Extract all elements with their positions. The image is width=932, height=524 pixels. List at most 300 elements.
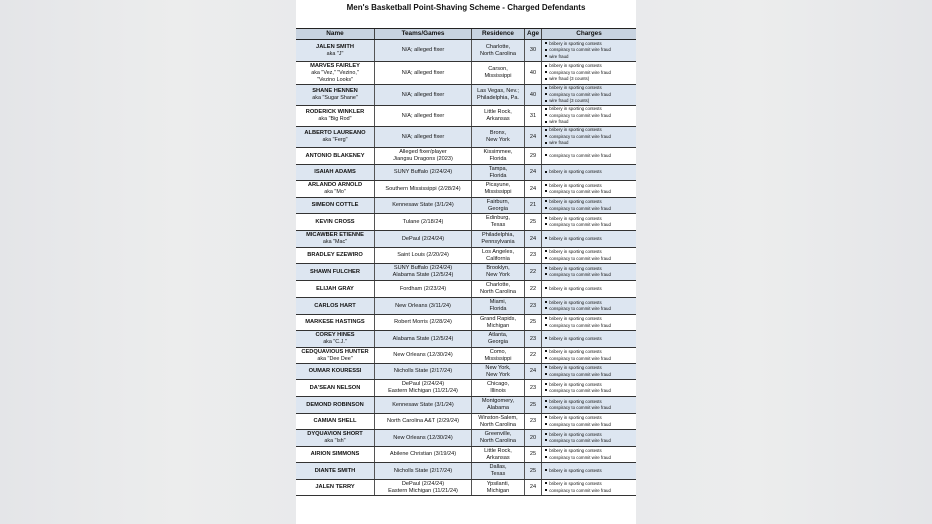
name-cell bbox=[296, 181, 375, 197]
table-row bbox=[296, 264, 636, 281]
defendant-age: 24 bbox=[529, 368, 537, 374]
defendant-name: OUMAR KOURESSI bbox=[308, 368, 362, 374]
residence-cell bbox=[472, 264, 525, 280]
residence-line: Picayune, bbox=[485, 182, 511, 188]
header-name: Name bbox=[296, 29, 375, 39]
charge-item: bribery in sporting contests bbox=[545, 365, 602, 372]
team-game: Abilene Christian (3/19/24) bbox=[389, 451, 457, 457]
age-cell bbox=[525, 447, 542, 462]
name-cell bbox=[296, 447, 375, 462]
defendant-name: ALBERTO LAUREANO bbox=[304, 130, 366, 136]
residence-line: Florida bbox=[489, 156, 507, 162]
age-cell bbox=[525, 463, 542, 479]
defendant-age: 31 bbox=[529, 112, 537, 119]
residence-line: Florida bbox=[489, 172, 507, 179]
residence-line: New York bbox=[486, 371, 510, 378]
defendant-alias: aka "Dee Dee" bbox=[317, 355, 353, 362]
teams-cell bbox=[375, 348, 472, 363]
table-row bbox=[296, 331, 636, 348]
residence-line: New York bbox=[486, 272, 510, 278]
charges-cell bbox=[542, 198, 636, 213]
residence-cell bbox=[472, 127, 525, 147]
team-game: Saint Louis (2/20/24) bbox=[397, 252, 449, 258]
teams-cell bbox=[375, 281, 472, 297]
table-row bbox=[296, 40, 636, 62]
residence-line: Texas bbox=[490, 471, 506, 477]
age-cell bbox=[525, 397, 542, 413]
blurred-background-left bbox=[0, 0, 296, 524]
teams-cell bbox=[375, 165, 472, 180]
age-cell bbox=[525, 348, 542, 363]
defendant-alias: aka "Ish" bbox=[324, 438, 346, 444]
residence-line: Georgia bbox=[488, 339, 508, 345]
table-row bbox=[296, 298, 636, 315]
table-row bbox=[296, 165, 636, 181]
charges-cell bbox=[542, 231, 636, 247]
team-game: Alabama State (12/5/24) bbox=[392, 272, 454, 278]
header-charges: Charges bbox=[576, 30, 602, 37]
age-cell bbox=[525, 181, 542, 197]
residence-line: North Carolina bbox=[479, 438, 517, 444]
name-cell bbox=[296, 348, 375, 363]
defendant-name: CARLOS HART bbox=[314, 302, 356, 309]
residence-line: Greenville, bbox=[484, 431, 512, 437]
charge-item: wire fraud bbox=[545, 119, 568, 126]
teams-cell bbox=[375, 463, 472, 479]
charges-cell bbox=[542, 348, 636, 363]
age-cell bbox=[525, 62, 542, 84]
charge-item: bribery in sporting contests bbox=[545, 432, 602, 439]
defendant-age: 30 bbox=[529, 47, 537, 53]
defendant-name: BRADLEY EZEWIRO bbox=[307, 252, 363, 258]
table-body bbox=[296, 40, 636, 496]
defendant-age: 29 bbox=[529, 152, 537, 159]
charge-item: bribery in sporting contests bbox=[545, 336, 602, 343]
residence-line: Georgia bbox=[488, 205, 508, 212]
table-row bbox=[296, 127, 636, 148]
name-cell bbox=[296, 198, 375, 213]
name-cell bbox=[296, 85, 375, 105]
residence-cell bbox=[472, 331, 525, 347]
residence-line: Miami, bbox=[489, 299, 507, 305]
defendant-name: MARVES FAIRLEY bbox=[310, 62, 360, 69]
charge-item: bribery in sporting contests bbox=[545, 127, 602, 134]
age-cell bbox=[525, 281, 542, 297]
defendant-name: MICAWBER ETIENNE bbox=[306, 232, 364, 238]
charge-item: bribery in sporting contests bbox=[545, 349, 602, 356]
residence-line: Grand Rapids, bbox=[479, 315, 517, 322]
team-game: N/A; alleged fixer bbox=[401, 112, 445, 119]
team-game: DePaul (2/24/24) bbox=[401, 235, 445, 242]
name-cell bbox=[296, 315, 375, 330]
table-row bbox=[296, 463, 636, 480]
name-cell bbox=[296, 298, 375, 314]
residence-cell bbox=[472, 181, 525, 197]
defendant-age: 21 bbox=[529, 202, 537, 208]
charge-item: conspiracy to commit wire fraud bbox=[545, 134, 611, 141]
table-row bbox=[296, 85, 636, 106]
table-row bbox=[296, 214, 636, 231]
name-cell bbox=[296, 231, 375, 247]
residence-line: Charlotte, bbox=[485, 43, 511, 50]
name-cell bbox=[296, 264, 375, 280]
defendant-age: 22 bbox=[529, 285, 537, 292]
defendant-name: DYQUAVION SHORT bbox=[307, 431, 363, 437]
residence-cell bbox=[472, 315, 525, 330]
age-cell bbox=[525, 231, 542, 247]
table-row bbox=[296, 364, 636, 380]
defendant-name: ANTONIO BLAKENEY bbox=[305, 152, 365, 159]
residence-cell bbox=[472, 248, 525, 263]
defendant-age: 24 bbox=[529, 185, 537, 192]
age-cell bbox=[525, 214, 542, 230]
residence-line: Como, bbox=[489, 348, 507, 355]
residence-line: Mississippi bbox=[484, 355, 512, 362]
residence-cell bbox=[472, 414, 525, 429]
table-row bbox=[296, 62, 636, 85]
defendant-name: SHAWN FULCHER bbox=[310, 268, 360, 275]
residence-line: Dallas, bbox=[489, 464, 507, 470]
defendant-age: 24 bbox=[529, 235, 537, 242]
charge-item: bribery in sporting contests bbox=[545, 286, 602, 293]
charge-item: conspiracy to commit wire fraud bbox=[545, 405, 611, 412]
table-row bbox=[296, 198, 636, 214]
residence-line: Los Angeles, bbox=[481, 248, 515, 255]
teams-cell bbox=[375, 181, 472, 197]
residence-cell bbox=[472, 348, 525, 363]
charge-item: bribery in sporting contests bbox=[545, 415, 602, 422]
team-game: Eastern Michigan (11/21/24) bbox=[388, 388, 458, 394]
defendant-age: 20 bbox=[529, 434, 537, 441]
defendant-name: COREY HINES bbox=[315, 332, 355, 338]
team-game: New Orleans (12/30/24) bbox=[393, 352, 453, 358]
name-cell bbox=[296, 106, 375, 126]
defendant-name: AIRION SIMMONS bbox=[310, 451, 360, 457]
residence-line: Alabama bbox=[486, 405, 510, 411]
name-cell bbox=[296, 281, 375, 297]
team-game: N/A; alleged fixer bbox=[401, 91, 445, 98]
residence-line: Ypsilanti, bbox=[486, 480, 510, 487]
blurred-background-right bbox=[636, 0, 932, 524]
defendant-name: ARLANDO ARNOLD bbox=[307, 182, 363, 188]
charges-cell bbox=[542, 364, 636, 379]
charges-cell bbox=[542, 463, 636, 479]
residence-line: North Carolina bbox=[479, 289, 517, 295]
residence-line: Edinburg, bbox=[486, 215, 510, 221]
defendant-name: CAMIAN SHELL bbox=[313, 418, 357, 424]
residence-line: Michigan bbox=[486, 322, 510, 329]
team-game: N/A; alleged fixer bbox=[401, 47, 445, 53]
defendant-age: 25 bbox=[529, 451, 537, 457]
defendant-name: DIANTE SMITH bbox=[314, 467, 356, 474]
defendant-age: 25 bbox=[529, 467, 537, 474]
table-row bbox=[296, 414, 636, 430]
charges-cell bbox=[542, 148, 636, 164]
residence-line: Philadelphia, bbox=[481, 232, 515, 238]
charge-item: wire fraud (3 counts) bbox=[545, 98, 589, 105]
team-game: Jiangsu Dragons (2023) bbox=[393, 156, 453, 162]
residence-cell bbox=[472, 214, 525, 230]
charge-item: conspiracy to commit wire fraud bbox=[545, 47, 611, 54]
team-game: Alleged fixer/player bbox=[399, 149, 447, 155]
defendant-name: CEDQUAVIOUS HUNTER bbox=[301, 348, 369, 355]
charge-item: conspiracy to commit wire fraud bbox=[545, 323, 611, 330]
team-game: Fordham (2/23/24) bbox=[399, 285, 447, 292]
table-row bbox=[296, 248, 636, 264]
age-cell bbox=[525, 248, 542, 263]
defendant-name: KEVIN CROSS bbox=[315, 218, 355, 225]
residence-cell bbox=[472, 85, 525, 105]
residence-cell bbox=[472, 165, 525, 180]
charge-item: bribery in sporting contests bbox=[545, 169, 602, 176]
team-game: North Carolina A&T (2/29/24) bbox=[386, 418, 460, 424]
residence-line: Arkansas bbox=[486, 116, 510, 122]
teams-cell bbox=[375, 40, 472, 61]
charge-item: bribery in sporting contests bbox=[545, 266, 602, 273]
charges-cell bbox=[542, 165, 636, 180]
team-game: Nicholls State (2/17/24) bbox=[393, 467, 453, 474]
charges-cell bbox=[542, 214, 636, 230]
defendant-alias: aka "J" bbox=[326, 50, 344, 57]
name-cell bbox=[296, 127, 375, 147]
charge-item: wire fraud bbox=[545, 54, 568, 61]
teams-cell bbox=[375, 414, 472, 429]
defendant-age: 40 bbox=[529, 91, 537, 98]
residence-line: Bronx, bbox=[489, 130, 507, 136]
residence-cell bbox=[472, 380, 525, 396]
defendant-name: SHANE HENNEN bbox=[312, 88, 358, 94]
charges-cell bbox=[542, 315, 636, 330]
residence-line: Chicago, bbox=[486, 381, 510, 387]
team-game: SUNY Buffalo (2/24/24) bbox=[393, 169, 453, 175]
table-row bbox=[296, 447, 636, 463]
teams-cell bbox=[375, 397, 472, 413]
residence-line: Arkansas bbox=[486, 454, 510, 461]
charge-item: bribery in sporting contests bbox=[545, 316, 602, 323]
charges-cell bbox=[542, 281, 636, 297]
charges-cell bbox=[542, 181, 636, 197]
name-cell bbox=[296, 397, 375, 413]
table-row bbox=[296, 430, 636, 447]
residence-cell bbox=[472, 281, 525, 297]
charge-item: conspiracy to commit wire fraud bbox=[545, 422, 611, 429]
age-cell bbox=[525, 315, 542, 330]
residence-line: Florida bbox=[489, 306, 507, 312]
residence-line: Little Rock, bbox=[484, 109, 512, 115]
charges-cell bbox=[542, 480, 636, 495]
charges-cell bbox=[542, 430, 636, 446]
teams-cell bbox=[375, 298, 472, 314]
residence-line: Mississippi bbox=[484, 189, 512, 195]
defendant-alias: aka "Mo" bbox=[324, 189, 346, 195]
teams-cell bbox=[375, 315, 472, 330]
team-game: Southern Mississippi (2/28/24) bbox=[385, 185, 461, 192]
residence-cell bbox=[472, 397, 525, 413]
defendant-name: ISAIAH ADAMS bbox=[314, 169, 356, 175]
teams-cell bbox=[375, 148, 472, 164]
age-cell bbox=[525, 331, 542, 347]
residence-line: Philadelphia, Pa. bbox=[477, 95, 519, 101]
team-game: Kennesaw State (3/1/24) bbox=[392, 401, 454, 408]
name-cell bbox=[296, 248, 375, 263]
teams-cell bbox=[375, 264, 472, 280]
header-teams-games: Teams/Games bbox=[375, 29, 472, 39]
residence-cell bbox=[472, 447, 525, 462]
defendant-age: 23 bbox=[529, 335, 537, 342]
team-game: Nicholls State (2/17/24) bbox=[393, 368, 453, 374]
table-row bbox=[296, 281, 636, 298]
team-game: New Orleans (3/11/24) bbox=[395, 302, 451, 309]
charge-item: conspiracy to commit wire fraud bbox=[545, 92, 611, 99]
team-game: SUNY Buffalo (2/24/24) bbox=[393, 265, 453, 271]
name-cell bbox=[296, 40, 375, 61]
team-game: DePaul (2/24/24) bbox=[401, 480, 445, 487]
residence-line: New York, bbox=[485, 364, 511, 371]
residence-line: Illinois bbox=[490, 388, 506, 394]
residence-line: Brooklyn, bbox=[486, 265, 510, 271]
teams-cell bbox=[375, 127, 472, 147]
teams-cell bbox=[375, 85, 472, 105]
teams-cell bbox=[375, 430, 472, 446]
charge-item: conspiracy to commit wire fraud bbox=[545, 272, 611, 279]
charges-cell bbox=[542, 264, 636, 280]
charge-item: bribery in sporting contests bbox=[545, 106, 602, 113]
residence-line: Little Rock, bbox=[484, 447, 512, 454]
defendant-age: 24 bbox=[529, 133, 537, 140]
residence-line: Tampa, bbox=[488, 165, 508, 172]
defendant-age: 23 bbox=[529, 302, 537, 309]
defendant-name: SIMEON COTTLE bbox=[311, 202, 359, 208]
defendant-age: 22 bbox=[529, 352, 537, 358]
charge-item: bribery in sporting contests bbox=[545, 481, 602, 488]
teams-cell bbox=[375, 62, 472, 84]
table-row bbox=[296, 148, 636, 165]
defendant-age: 23 bbox=[529, 418, 537, 424]
teams-cell bbox=[375, 214, 472, 230]
residence-cell bbox=[472, 298, 525, 314]
defendant-alias: aka "Sugar Shane" bbox=[312, 95, 358, 101]
name-cell bbox=[296, 430, 375, 446]
residence-cell bbox=[472, 106, 525, 126]
residence-cell bbox=[472, 148, 525, 164]
age-cell bbox=[525, 298, 542, 314]
charge-item: bribery in sporting contests bbox=[545, 236, 602, 243]
defendant-alias: "Vezino Looks" bbox=[317, 76, 353, 83]
name-cell bbox=[296, 463, 375, 479]
residence-line: Pennsylvania bbox=[481, 239, 515, 245]
charge-item: conspiracy to commit wire fraud bbox=[545, 306, 611, 313]
residence-line: Fairburn, bbox=[486, 198, 510, 205]
charge-item: bribery in sporting contests bbox=[545, 382, 602, 389]
age-cell bbox=[525, 127, 542, 147]
defendant-name: JALEN SMITH bbox=[316, 43, 354, 50]
charge-item: bribery in sporting contests bbox=[545, 216, 602, 223]
residence-line: Carson, bbox=[488, 66, 508, 72]
team-game: Kennesaw State (3/1/24) bbox=[392, 202, 454, 208]
residence-line: Atlanta, bbox=[488, 332, 508, 338]
charge-item: bribery in sporting contests bbox=[545, 85, 602, 92]
charge-item: conspiracy to commit wire fraud bbox=[545, 372, 611, 379]
team-game: Alabama State (12/5/24) bbox=[392, 335, 454, 342]
defendant-age: 23 bbox=[529, 252, 537, 258]
teams-cell bbox=[375, 364, 472, 379]
team-game: N/A; alleged fixer bbox=[401, 69, 445, 76]
charge-item: bribery in sporting contests bbox=[545, 41, 602, 48]
residence-line: North Carolina bbox=[479, 50, 517, 57]
table-row bbox=[296, 380, 636, 397]
defendant-age: 40 bbox=[529, 69, 537, 76]
charge-item: conspiracy to commit wire fraud bbox=[545, 388, 611, 395]
residence-line: Michigan bbox=[486, 487, 510, 494]
table-row bbox=[296, 480, 636, 496]
charge-item: bribery in sporting contests bbox=[545, 300, 602, 307]
defendant-name: MARKESE HASTINGS bbox=[305, 319, 365, 325]
residence-cell bbox=[472, 480, 525, 495]
age-cell bbox=[525, 40, 542, 61]
residence-line: Texas bbox=[490, 222, 506, 228]
residence-cell bbox=[472, 62, 525, 84]
charge-item: conspiracy to commit wire fraud bbox=[545, 113, 611, 120]
charges-cell bbox=[542, 331, 636, 347]
charge-item: bribery in sporting contests bbox=[545, 399, 602, 406]
name-cell bbox=[296, 380, 375, 396]
charge-item: bribery in sporting contests bbox=[545, 468, 602, 475]
teams-cell bbox=[375, 380, 472, 396]
table-row bbox=[296, 315, 636, 331]
charges-cell bbox=[542, 85, 636, 105]
residence-line: Kissimmee, bbox=[483, 149, 513, 155]
age-cell bbox=[525, 364, 542, 379]
defendant-age: 25 bbox=[529, 218, 537, 225]
charges-cell bbox=[542, 414, 636, 429]
charge-item: conspiracy to commit wire fraud bbox=[545, 70, 611, 77]
charge-item: conspiracy to commit wire fraud bbox=[545, 356, 611, 363]
table-row bbox=[296, 181, 636, 198]
defendant-name: RODERICK WINKLER bbox=[305, 109, 365, 115]
team-game: Robert Morris (2/28/24) bbox=[394, 319, 452, 325]
teams-cell bbox=[375, 480, 472, 495]
name-cell bbox=[296, 414, 375, 429]
residence-cell bbox=[472, 364, 525, 379]
age-cell bbox=[525, 480, 542, 495]
age-cell bbox=[525, 430, 542, 446]
document-page bbox=[296, 0, 636, 524]
name-cell bbox=[296, 165, 375, 180]
defendant-alias: aka "Big Rod" bbox=[318, 116, 352, 122]
defendant-age: 24 bbox=[529, 169, 537, 175]
table-row bbox=[296, 397, 636, 414]
residence-cell bbox=[472, 40, 525, 61]
charges-cell bbox=[542, 106, 636, 126]
defendant-age: 24 bbox=[529, 484, 537, 490]
residence-cell bbox=[472, 231, 525, 247]
charge-item: conspiracy to commit wire fraud bbox=[545, 189, 611, 196]
charges-cell bbox=[542, 248, 636, 263]
team-game: DePaul (2/24/24) bbox=[401, 381, 445, 387]
defendant-age: 23 bbox=[529, 384, 537, 391]
age-cell bbox=[525, 198, 542, 213]
charges-cell bbox=[542, 62, 636, 84]
defendant-name: JALEN TERRY bbox=[315, 484, 355, 490]
defendant-alias: aka "Ferg" bbox=[322, 137, 348, 143]
residence-cell bbox=[472, 198, 525, 213]
table-row bbox=[296, 231, 636, 248]
residence-cell bbox=[472, 463, 525, 479]
defendants-table bbox=[296, 28, 636, 496]
age-cell bbox=[525, 414, 542, 429]
name-cell bbox=[296, 148, 375, 164]
table-row bbox=[296, 106, 636, 127]
